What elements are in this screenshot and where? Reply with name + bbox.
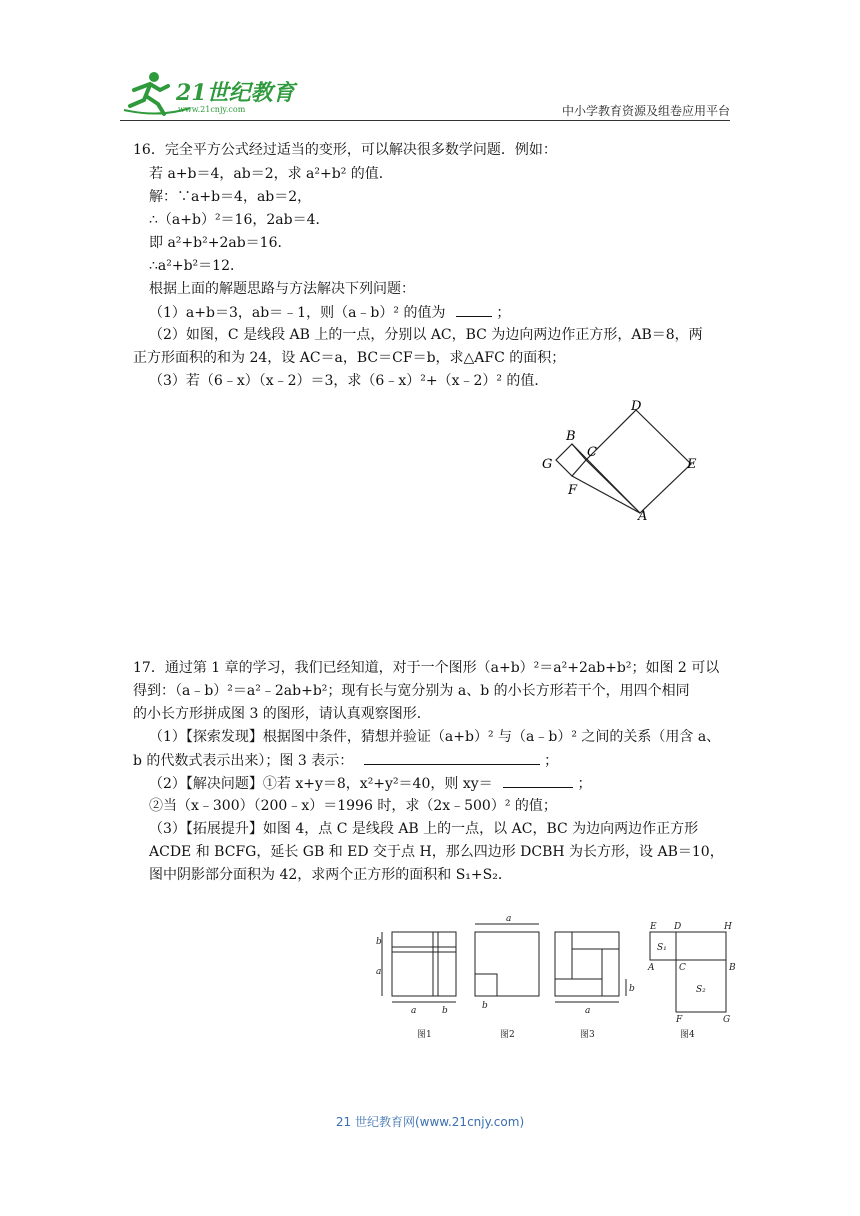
- q17-part2-text: （2）【解决问题】①若 x+y＝8，x²+y²＝40，则 xy＝: [149, 776, 493, 792]
- fig4-label-s1: S₁: [657, 943, 667, 953]
- q16-part1-text: （1）a+b＝3，ab＝﹣1，则（a﹣b）² 的值为: [149, 305, 446, 321]
- fig4-caption: 图4: [680, 1030, 695, 1040]
- q17-line-1: 17．通过第 1 章的学习，我们已经知道，对于一个图形（a+b）²＝a²+2ab+b²；如图 2 可以: [133, 660, 720, 676]
- label-g: G: [542, 457, 553, 472]
- fig4-label-a: A: [648, 963, 655, 973]
- site-logo: [120, 66, 300, 118]
- header-divider: [120, 120, 730, 121]
- q16-line-8: [149, 302, 510, 323]
- fig2-label-b: b: [482, 1001, 488, 1011]
- segment-fa: [572, 476, 640, 513]
- large-square: [586, 410, 691, 513]
- q17-line-3: 的小长方形拼成图 3 的图形，请认真观察图形．: [133, 706, 431, 722]
- small-square: [556, 444, 586, 476]
- logo-text: 21世纪教育: [176, 80, 295, 106]
- q17-line-8: （3）【拓展提升】如图 4，点 C 是线段 AB 上的一点，以 AC，BC 为边向两边作正方形: [149, 821, 699, 837]
- label-e: E: [687, 457, 697, 472]
- q16-line-11: （3）若（6﹣x）（x﹣2）＝3，求（6﹣x）²+（x﹣2）² 的值．: [149, 373, 549, 389]
- label-b: B: [566, 429, 576, 444]
- fig4-label-b: B: [729, 963, 736, 973]
- q16-line-3: 解：∵a+b＝4，ab＝2，: [149, 189, 312, 205]
- answer-blank[interactable]: [456, 302, 492, 317]
- q17-part1-end: ；: [544, 753, 559, 769]
- fig1-label-a-bottom: a: [411, 1006, 417, 1016]
- q17-line-10: 图中阴影部分面积为 42，求两个正方形的面积和 S₁+S₂．: [149, 867, 512, 883]
- fig1-label-b-bottom: b: [442, 1006, 448, 1016]
- logo-url: www.21cnjy.com: [178, 105, 246, 114]
- figure-2: [475, 924, 539, 996]
- fig4-label-d: D: [674, 922, 682, 932]
- fig4-label-e: E: [650, 922, 657, 932]
- fig1-label-a-left: a: [376, 967, 382, 977]
- fig1-label-b-left: b: [376, 937, 382, 947]
- q16-line-9: （2）如图，C 是线段 AB 上的一点，分别以 AC，BC 为边向两边作正方形，AB＝8，两: [149, 327, 703, 343]
- fig2-label-a: a: [506, 914, 512, 924]
- q17-line-9: ACDE 和 BCFG，延长 GB 和 ED 交于点 H，那么四边形 DCBH 为长方形，设 AB＝10，: [149, 844, 724, 860]
- q16-line-1: 16．完全平方公式经过适当的变形，可以解决很多数学问题．例如：: [133, 142, 557, 158]
- figure-3: [555, 932, 626, 1002]
- q17-line-2: 得到：（a﹣b）²＝a²﹣2ab+b²；现有长与宽分别为 a、b 的小长方形若干个，用四个相同: [133, 683, 690, 699]
- q17-figures: [360, 912, 760, 1042]
- fig4-label-h: H: [724, 922, 732, 932]
- q16-figure: [536, 396, 706, 520]
- label-f: F: [568, 483, 578, 498]
- q16-part1-end: ；: [496, 305, 511, 321]
- fig4-label-f: F: [676, 1015, 683, 1025]
- platform-name: 中小学教育资源及组卷应用平台: [561, 104, 730, 118]
- q17-line-7: ②当（x﹣300）（200﹣x）＝1996 时，求（2x﹣500）² 的值；: [149, 798, 557, 814]
- page-footer: 21 世纪教育网(www.21cnjy.com): [335, 1115, 525, 1129]
- fig4-label-c: C: [679, 963, 686, 973]
- fig2-caption: 图2: [500, 1030, 515, 1040]
- q16-line-5: 即 a²+b²+2ab＝16．: [149, 235, 292, 251]
- label-a: A: [638, 509, 648, 520]
- answer-blank[interactable]: [503, 773, 573, 788]
- q17-line-6: [149, 773, 592, 794]
- label-c: C: [587, 445, 597, 460]
- q17-part2-end: ；: [577, 776, 592, 792]
- q16-line-7: 根据上面的解题思路与方法解决下列问题：: [149, 281, 415, 297]
- segment-ba: [572, 444, 640, 513]
- fig3-caption: 图3: [580, 1030, 595, 1040]
- fig4-label-g: G: [723, 1015, 731, 1025]
- q16-line-10: 正方形面积的和为 24，设 AC＝a，BC＝CF＝b，求△AFC 的面积；: [133, 350, 566, 366]
- q17-line-5: [133, 750, 558, 771]
- q16-line-4: ∴（a+b）²＝16，2ab＝4．: [149, 212, 330, 228]
- q17-line-4: （1）【探索发现】根据图中条件，猜想并验证（a+b）² 与（a﹣b）² 之间的关系（用含 a、: [149, 729, 721, 745]
- q17-part1-text: b 的代数式表示出来）；图 3 表示：: [133, 753, 354, 769]
- fig3-label-a: a: [585, 1006, 591, 1016]
- q16-line-6: ∴a²+b²＝12．: [149, 258, 244, 274]
- label-d: D: [631, 399, 642, 414]
- figure-1: [382, 932, 456, 1002]
- answer-blank[interactable]: [364, 750, 540, 765]
- fig3-label-b: b: [629, 984, 635, 994]
- fig4-label-s2: S₂: [696, 985, 706, 995]
- q16-line-2: 若 a+b＝4，ab＝2，求 a²+b² 的值．: [149, 166, 393, 182]
- fig1-caption: 图1: [417, 1030, 432, 1040]
- page-header: [120, 66, 730, 122]
